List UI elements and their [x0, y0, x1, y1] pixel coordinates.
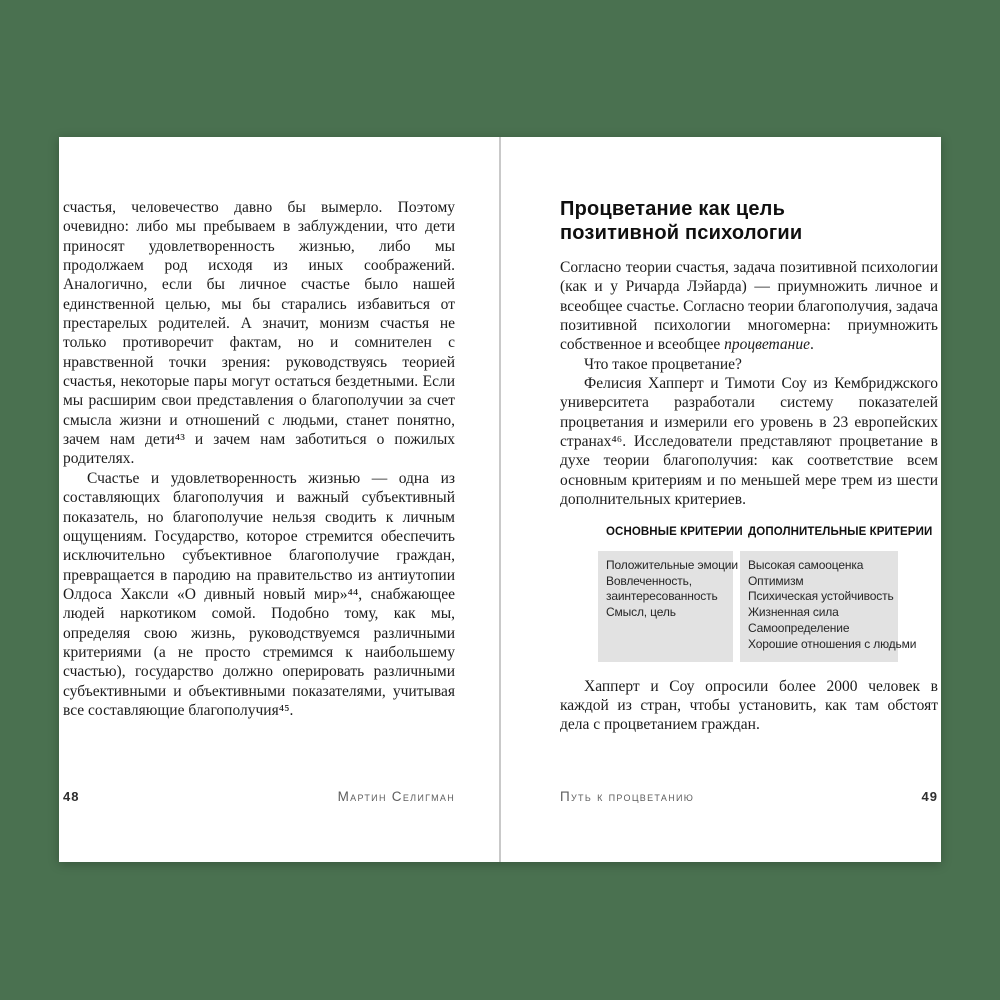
right-paragraph-1 — [560, 258, 938, 355]
right-paragraph-1-period: . — [809, 336, 814, 354]
right-page-number: 49 — [921, 789, 938, 804]
page-gutter-divider — [499, 137, 501, 862]
secondary-criteria-header: ДОПОЛНИТЕЛЬНЫЕ КРИТЕРИИ — [748, 526, 933, 539]
book-spread — [59, 137, 941, 862]
right-paragraph-3: Фелисия Хапперт и Тимоти Соу из Кембриджского университета разработали систему показателей процветания и измерили его уровень в 23 европейских странах⁴⁶. Исследователи представляют процветание в духе теории благополучия: как соответствие всем основным критериям и по меньшей мере трем из шести дополнительных критериев. — [560, 375, 938, 509]
primary-criteria-cell — [598, 551, 738, 662]
primary-criteria-item: Положительные эмоции — [606, 557, 738, 572]
right-paragraph-1-italic-term: процветание — [724, 336, 810, 354]
secondary-criteria-item: Оптимизм — [748, 573, 804, 588]
secondary-criteria-item: Хорошие отношения с людьми — [748, 636, 917, 651]
criteria-table-body — [598, 551, 917, 662]
secondary-criteria-item: Психическая устойчивость — [748, 589, 894, 604]
secondary-criteria-item: Самоопределение — [748, 621, 850, 635]
right-paragraph-2: Что такое процветание? — [584, 355, 742, 373]
right-page-text-block — [560, 198, 938, 735]
primary-criteria-header: ОСНОВНЫЕ КРИТЕРИИ — [606, 526, 743, 539]
primary-criteria-item: Вовлеченность, — [606, 573, 692, 588]
criteria-table — [598, 523, 933, 661]
left-paragraph-2: Счастье и удовлетворенность жизнью — одна из составляющих благополучия и важный субъективный показатель, но благополучие нельзя сводить к личным ощущениям. Государство, которое стремится обеспечить исключительно субъективное благополучие граждан, превращается в пародию на правительство из антиутопии Олдоса Хаксли «О дивный новый мир»⁴⁴, снабжающее людей наркотиком сомой. Подобно тому, как мы, определяя свою жизнь, руководствуемся различными критериями (а не просто стремимся к наибольшему счастью), государство должно оперировать различными субъективными и объективными показателями, учитывая все составляющие благополучия⁴⁵. — [63, 469, 455, 719]
chapter-heading — [560, 198, 938, 245]
right-running-title: Путь к процветанию — [560, 789, 695, 804]
primary-criteria-item: заинтересованность — [606, 589, 718, 604]
secondary-criteria-item: Высокая самооценка — [748, 557, 864, 572]
secondary-criteria-cell — [740, 551, 917, 662]
criteria-table-header-row — [598, 523, 933, 542]
left-page-number: 48 — [63, 789, 80, 804]
right-paragraph-4: Хапперт и Соу опросили более 2000 человек в каждой из стран, чтобы установить, как там обстоят дела с процветанием граждан. — [560, 677, 938, 734]
chapter-heading-line-2: позитивной психологии — [560, 221, 803, 244]
right-page-footer — [560, 789, 938, 804]
left-paragraph-continuation: счастья, человечество давно бы вымерло. Поэтому очевидно: либо мы пребываем в заблуждении, что дети приносят удовлетворенность жизнью, либо мы продолжаем род исходя из иных соображений. Аналогично, если бы личное счастье было нашей единственной целью, мы бы старались избавиться от престарелых родителей. А значит, монизм счастья не только противоречит фактам, но и сомнителен с нравственной точки зрения: руководствуясь теорией счастья, некоторые пары могут остаться бездетными. Если мы расширим свои представления о благополучии за счет смысла жизни и отношений с людьми, станет понятно, зачем нам дети⁴³ и зачем нам заботиться о пожилых родителях. — [63, 199, 455, 468]
secondary-criteria-item: Жизненная сила — [748, 605, 839, 620]
right-paragraph-1-text: Согласно теории счастья, задача позитивной психологии (как и у Ричарда Лэйарда) — приумножить личное и всеобщее счастье. Согласно теории благополучия, задача позитивной психологии многомерна: приумножить собственное и всеобщее — [560, 259, 938, 354]
left-page-footer — [63, 789, 455, 804]
primary-criteria-item: Смысл, цель — [606, 605, 676, 620]
chapter-heading-line-1: Процветание как цель — [560, 198, 786, 220]
left-page-text-block — [63, 198, 455, 720]
left-running-title: Мартин Селигман — [337, 789, 455, 804]
